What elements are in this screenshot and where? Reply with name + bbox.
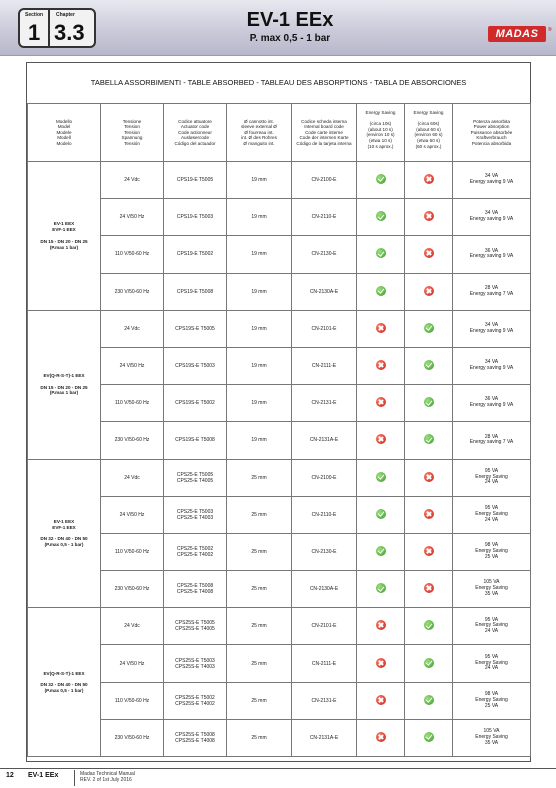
cross-icon <box>424 472 434 482</box>
sleeve-cell: 25 mm <box>227 682 292 719</box>
actuator-cell: CPS19-E T5008 <box>164 273 227 310</box>
es60-cell <box>405 385 453 422</box>
es60-cell <box>405 162 453 199</box>
board-cell: CN-2100-E <box>292 162 357 199</box>
check-icon <box>424 323 434 333</box>
check-icon <box>424 397 434 407</box>
cross-icon <box>376 695 386 705</box>
power-cell: 98 VA Energy Saving 25 VA <box>453 682 531 719</box>
table-row <box>28 682 531 719</box>
sleeve-cell: 25 mm <box>227 645 292 682</box>
check-icon <box>424 732 434 742</box>
table-row <box>28 236 531 273</box>
table-row <box>28 310 531 347</box>
actuator-cell: CPS19-E T5003 <box>164 199 227 236</box>
column-header: Modello Model Modele Modell Modelo <box>28 104 101 162</box>
power-cell: 105 VA Energy Saving 35 VA <box>453 571 531 608</box>
model-cell: EV-1 EEX EVF-1 EEX DN 15 - DN 20 - DN 25 (P.max 1 bar) <box>28 162 101 311</box>
actuator-cell: CPS19S-E T5002 <box>164 385 227 422</box>
voltage-cell: 110 V/50-60 Hz <box>101 533 164 570</box>
power-cell: 34 VA Energy saving 9 VA <box>453 347 531 384</box>
actuator-cell: CPS19S-E T5005 <box>164 310 227 347</box>
logo-registered-mark: ® <box>547 27 552 33</box>
column-header: Codice scheda interna Internal board code Code carte interne Code der internen Karte Código de la tarjeta interna <box>292 104 357 162</box>
board-cell: CN-2130-E <box>292 236 357 273</box>
cross-icon <box>424 211 434 221</box>
chapter-number: 3.3 <box>54 20 85 45</box>
sleeve-cell: 19 mm <box>227 385 292 422</box>
voltage-cell: 110 V/50-60 Hz <box>101 682 164 719</box>
es10-cell <box>357 571 405 608</box>
board-cell: CN-2130-E <box>292 533 357 570</box>
board-cell: CN-2111-E <box>292 645 357 682</box>
model-cell: EV-1 EEX EVF-1 EEX DN 32 - DN 40 - DN 50 (P.max 0,5 - 1 bar) <box>28 459 101 608</box>
es10-cell <box>357 347 405 384</box>
es60-cell <box>405 199 453 236</box>
es10-cell <box>357 236 405 273</box>
power-cell: 28 VA Energy saving 7 VA <box>453 273 531 310</box>
check-icon <box>424 695 434 705</box>
check-icon <box>424 360 434 370</box>
cross-icon <box>424 509 434 519</box>
board-cell: CN-2131-E <box>292 385 357 422</box>
cross-icon <box>376 323 386 333</box>
absorption-table-frame <box>26 62 531 762</box>
column-header: Energy Saving (circa 60s) (about 60 s) (environ 60 s) (etwa 60 s) (60 s aprox.) <box>405 104 453 162</box>
chapter-label: Chapter <box>56 12 75 18</box>
madas-logo <box>488 26 552 42</box>
table-row <box>28 571 531 608</box>
power-cell: 98 VA Energy Saving 25 VA <box>453 533 531 570</box>
manual-title: Madas Technical Manual <box>80 771 135 777</box>
sleeve-cell: 19 mm <box>227 310 292 347</box>
table-row <box>28 347 531 384</box>
cross-icon <box>424 174 434 184</box>
check-icon <box>376 286 386 296</box>
board-cell: CN-2101-E <box>292 310 357 347</box>
es10-cell <box>357 533 405 570</box>
es10-cell <box>357 273 405 310</box>
section-chapter-box <box>18 8 96 48</box>
voltage-cell: 24 Vdc <box>101 162 164 199</box>
column-header: Energy Saving (circa 10s) (about 10 s) (environ 10 s) (etwa 10 s) (10 s aprox.) <box>357 104 405 162</box>
voltage-cell: 24 V/50 Hz <box>101 496 164 533</box>
sleeve-cell: 19 mm <box>227 162 292 199</box>
voltage-cell: 230 V/50-60 Hz <box>101 719 164 756</box>
sleeve-cell: 19 mm <box>227 273 292 310</box>
cross-icon <box>376 397 386 407</box>
footer-manual-info <box>80 771 135 783</box>
sleeve-cell: 25 mm <box>227 459 292 496</box>
power-cell: 36 VA Energy saving 9 VA <box>453 236 531 273</box>
sleeve-cell: 25 mm <box>227 571 292 608</box>
page-title: EV-1 EEx <box>246 9 334 31</box>
es10-cell <box>357 496 405 533</box>
es10-cell <box>357 385 405 422</box>
es60-cell <box>405 347 453 384</box>
cross-icon <box>376 658 386 668</box>
power-cell: 95 VA Energy Saving 24 VA <box>453 496 531 533</box>
table-row <box>28 199 531 236</box>
es60-cell <box>405 273 453 310</box>
board-cell: CN-2131-E <box>292 682 357 719</box>
table-row <box>28 533 531 570</box>
logo-text: MADAS <box>495 28 539 40</box>
sleeve-cell: 25 mm <box>227 608 292 645</box>
es10-cell <box>357 422 405 459</box>
es10-cell <box>357 682 405 719</box>
page-header <box>0 0 556 56</box>
es10-cell <box>357 645 405 682</box>
check-icon <box>376 211 386 221</box>
model-cell: EV(Q-R-S-T)-1 EEX DN 32 - DN 40 - DN 50 (P.max 0,5 - 1 bar) <box>28 608 101 757</box>
actuator-cell: CPS25-E T5005 CPS25-E T4005 <box>164 459 227 496</box>
board-cell: CN-2131A-E <box>292 422 357 459</box>
model-cell: EV(Q-R-S-T)-1 EEX DN 15 - DN 20 - DN 25 (P.max 1 bar) <box>28 310 101 459</box>
es60-cell <box>405 682 453 719</box>
power-cell: 28 VA Energy saving 7 VA <box>453 422 531 459</box>
actuator-cell: CPS25-E T5008 CPS25-E T4008 <box>164 571 227 608</box>
es60-cell <box>405 571 453 608</box>
es10-cell <box>357 310 405 347</box>
voltage-cell: 110 V/50-60 Hz <box>101 236 164 273</box>
sleeve-cell: 25 mm <box>227 719 292 756</box>
voltage-cell: 24 Vdc <box>101 459 164 496</box>
table-row <box>28 385 531 422</box>
column-header: Codice attuatore Actuator code Code actionneur Ausløsercode Código del actuador <box>164 104 227 162</box>
check-icon <box>424 620 434 630</box>
page-subtitle: P. max 0,5 - 1 bar <box>249 33 331 44</box>
table-row <box>28 459 531 496</box>
sleeve-cell: 25 mm <box>227 496 292 533</box>
es10-cell <box>357 459 405 496</box>
power-cell: 34 VA Energy saving 9 VA <box>453 199 531 236</box>
sleeve-cell: 19 mm <box>227 199 292 236</box>
check-icon <box>376 472 386 482</box>
power-cell: 95 VA Energy Saving 24 VA <box>453 459 531 496</box>
sleeve-cell: 19 mm <box>227 347 292 384</box>
manual-revision: REV. 2 of 1st July 2016 <box>80 777 132 783</box>
es60-cell <box>405 459 453 496</box>
board-cell: CN-2130A-E <box>292 273 357 310</box>
board-cell: CN-2130A-E <box>292 571 357 608</box>
cross-icon <box>424 546 434 556</box>
voltage-cell: 230 V/50-60 Hz <box>101 422 164 459</box>
footer-page-name: EV-1 EEx <box>28 772 59 779</box>
actuator-cell: CPS25-E T5002 CPS25-E T4002 <box>164 533 227 570</box>
es60-cell <box>405 608 453 645</box>
es60-cell <box>405 645 453 682</box>
es60-cell <box>405 236 453 273</box>
actuator-cell: CPS25S-E T5008 CPS25S-E T4008 <box>164 719 227 756</box>
power-cell: 95 VA Energy Saving 24 VA <box>453 608 531 645</box>
es60-cell <box>405 533 453 570</box>
check-icon <box>376 546 386 556</box>
actuator-cell: CPS25-E T5003 CPS25-E T4003 <box>164 496 227 533</box>
voltage-cell: 230 V/50-60 Hz <box>101 571 164 608</box>
board-cell: CN-2101-E <box>292 608 357 645</box>
es10-cell <box>357 199 405 236</box>
check-icon <box>376 509 386 519</box>
actuator-cell: CPS25S-E T5002 CPS25S-E T4002 <box>164 682 227 719</box>
table-row <box>28 273 531 310</box>
cross-icon <box>424 248 434 258</box>
check-icon <box>376 174 386 184</box>
section-label: Section <box>25 12 44 18</box>
board-cell: CN-2100-E <box>292 459 357 496</box>
column-header: Tensione Tension Tension Spannung Tensión <box>101 104 164 162</box>
voltage-cell: 24 V/50 Hz <box>101 645 164 682</box>
board-cell: CN-2110-E <box>292 496 357 533</box>
es60-cell <box>405 422 453 459</box>
power-cell: 36 VA Energy saving 9 VA <box>453 385 531 422</box>
power-cell: 34 VA Energy saving 9 VA <box>453 162 531 199</box>
section-number: 1 <box>28 20 41 45</box>
table-header-row <box>28 104 531 162</box>
check-icon <box>376 248 386 258</box>
actuator-cell: CPS25S-E T5005 CPS25S-E T4005 <box>164 608 227 645</box>
table-title: TABELLA ASSORBIMENTI - TABLE ABSORBED - TABLEAU DES ABSORPTIONS - TABLA DE ABSORCIONES <box>90 78 467 87</box>
cross-icon <box>376 732 386 742</box>
column-header: Ø cannotto int. sleeve external Ø Ø fourreau int. int. Ø des Rohres Ø manguito int. <box>227 104 292 162</box>
table-row <box>28 422 531 459</box>
es10-cell <box>357 719 405 756</box>
section-divider <box>48 10 50 46</box>
sleeve-cell: 19 mm <box>227 236 292 273</box>
cross-icon <box>376 360 386 370</box>
es60-cell <box>405 310 453 347</box>
cross-icon <box>376 434 386 444</box>
table-row <box>28 719 531 756</box>
check-icon <box>424 434 434 444</box>
es10-cell <box>357 162 405 199</box>
table-row <box>28 162 531 199</box>
board-cell: CN-2131A-E <box>292 719 357 756</box>
es60-cell <box>405 496 453 533</box>
power-cell: 34 VA Energy saving 9 VA <box>453 310 531 347</box>
table-row <box>28 608 531 645</box>
actuator-cell: CPS25S-E T5003 CPS25S-E T4003 <box>164 645 227 682</box>
column-header: Potenza assorbita Power absorption Puissance absorbée Kraftverbrauch Potencia absorbida <box>453 104 531 162</box>
cross-icon <box>376 620 386 630</box>
board-cell: CN-2110-E <box>292 199 357 236</box>
sleeve-cell: 19 mm <box>227 422 292 459</box>
voltage-cell: 230 V/50-60 Hz <box>101 273 164 310</box>
actuator-cell: CPS19-E T5002 <box>164 236 227 273</box>
actuator-cell: CPS19S-E T5008 <box>164 422 227 459</box>
power-cell: 105 VA Energy Saving 35 VA <box>453 719 531 756</box>
footer-divider <box>0 768 556 769</box>
cross-icon <box>424 583 434 593</box>
cross-icon <box>424 286 434 296</box>
page-number: 12 <box>6 772 14 779</box>
absorption-table <box>27 103 531 757</box>
board-cell: CN-2111-E <box>292 347 357 384</box>
voltage-cell: 24 Vdc <box>101 310 164 347</box>
voltage-cell: 24 V/50 Hz <box>101 347 164 384</box>
es60-cell <box>405 719 453 756</box>
check-icon <box>376 583 386 593</box>
actuator-cell: CPS19-E T5005 <box>164 162 227 199</box>
check-icon <box>424 658 434 668</box>
footer-separator <box>74 770 75 786</box>
es10-cell <box>357 608 405 645</box>
actuator-cell: CPS19S-E T5003 <box>164 347 227 384</box>
power-cell: 95 VA Energy Saving 24 VA <box>453 645 531 682</box>
voltage-cell: 24 Vdc <box>101 608 164 645</box>
table-row <box>28 645 531 682</box>
sleeve-cell: 25 mm <box>227 533 292 570</box>
voltage-cell: 110 V/50-60 Hz <box>101 385 164 422</box>
table-row <box>28 496 531 533</box>
voltage-cell: 24 V/50 Hz <box>101 199 164 236</box>
